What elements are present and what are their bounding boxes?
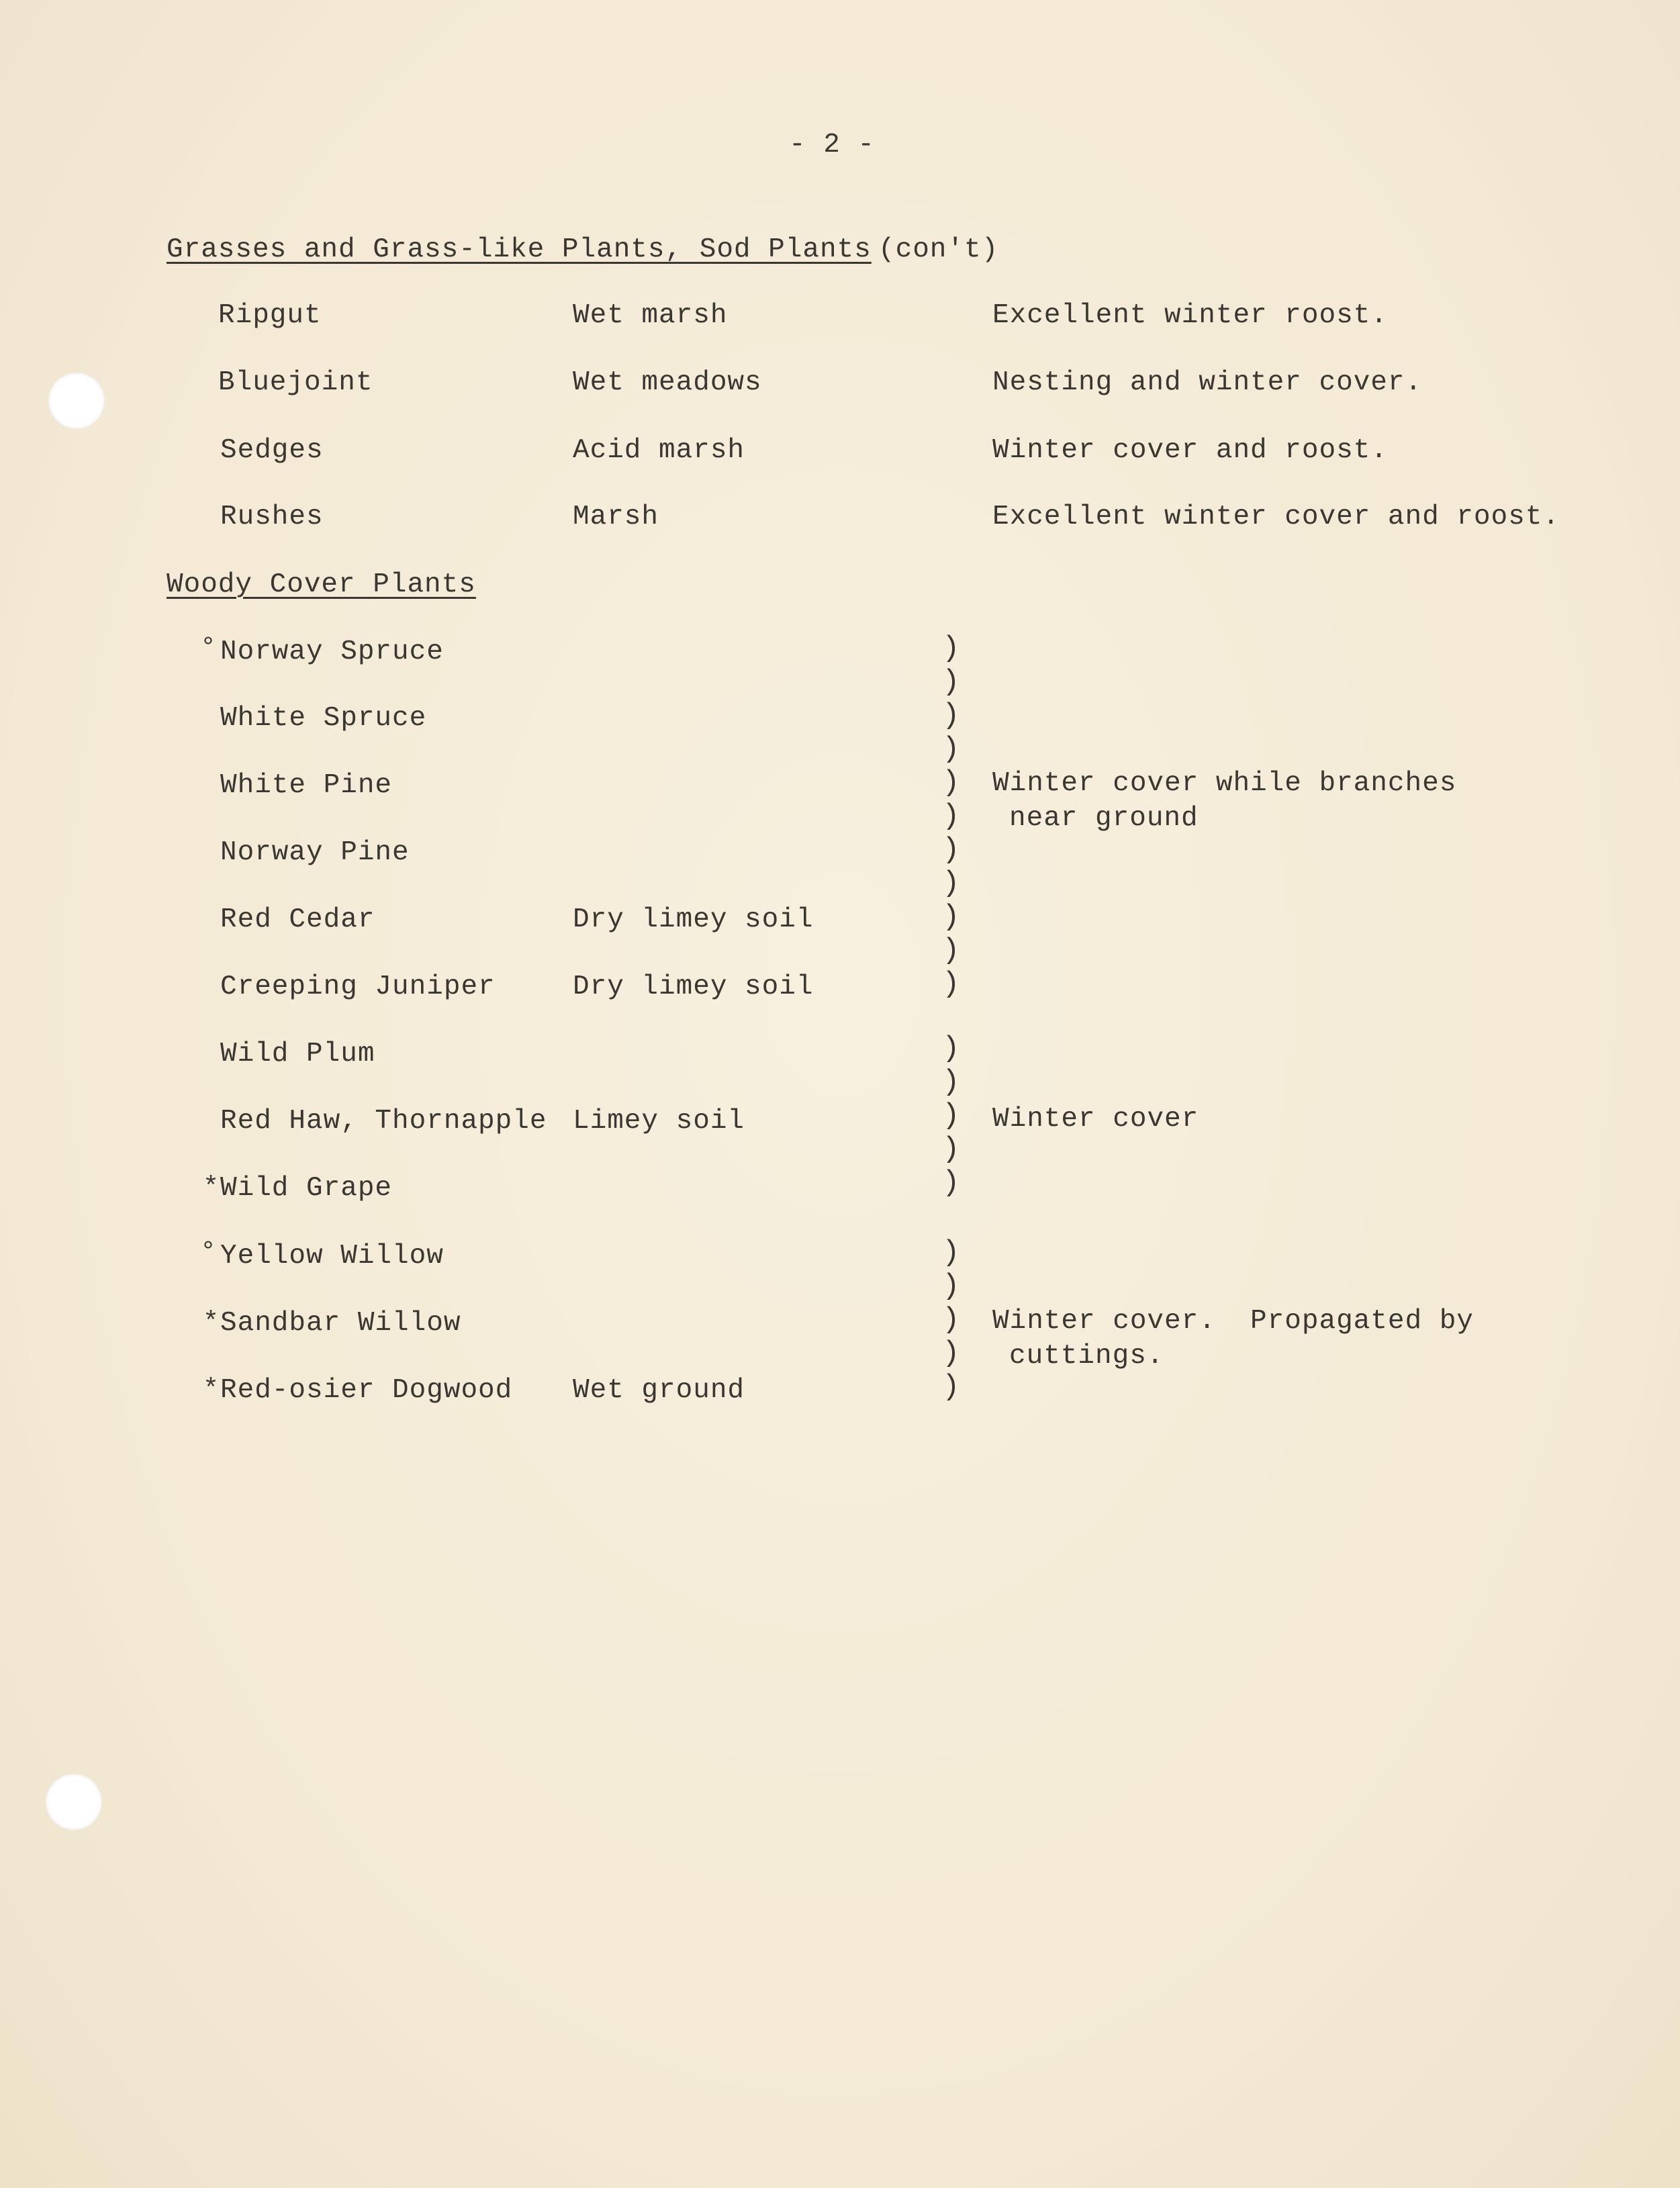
- plant-name: Red-osier Dogwood: [220, 1375, 513, 1406]
- cover-use: Nesting and winter cover.: [992, 367, 1423, 398]
- row-mark: *: [203, 1173, 220, 1203]
- binder-hole-bottom: [46, 1774, 102, 1830]
- row-mark: °: [200, 1237, 217, 1268]
- bracket: ): [942, 934, 960, 967]
- bracket: ): [942, 1370, 960, 1404]
- page-number: - 2 -: [789, 130, 876, 160]
- plant-name: Sedges: [220, 435, 324, 466]
- plant-name: White Spruce: [220, 703, 427, 734]
- group-use-line1: Winter cover: [992, 1104, 1199, 1135]
- bracket: ): [942, 900, 960, 934]
- plant-name: Norway Spruce: [220, 636, 444, 667]
- section-heading-woody: Woody Cover Plants: [167, 569, 476, 600]
- plant-name: Red Haw, Thornapple: [220, 1106, 547, 1137]
- site-condition: Acid marsh: [573, 435, 745, 466]
- site-condition: Marsh: [573, 502, 659, 532]
- bracket: ): [942, 967, 960, 1001]
- bracket: ): [942, 833, 960, 867]
- plant-name: Red Cedar: [220, 904, 375, 935]
- plant-name: Bluejoint: [218, 367, 373, 398]
- group-use-line2: cuttings.: [1009, 1341, 1164, 1372]
- site-condition: Wet meadows: [573, 367, 762, 398]
- plant-name: Yellow Willow: [220, 1241, 444, 1272]
- plant-name: Norway Pine: [220, 837, 410, 868]
- bracket: ): [942, 867, 960, 900]
- bracket: ): [942, 766, 960, 800]
- cover-use: Winter cover and roost.: [992, 435, 1388, 466]
- bracket: ): [942, 1270, 960, 1303]
- plant-name: Sandbar Willow: [220, 1308, 461, 1339]
- row-mark: *: [203, 1308, 220, 1338]
- group-use-line1: Winter cover. Propagated by: [992, 1306, 1474, 1337]
- section-heading-suffix: (con't): [878, 234, 999, 265]
- plant-name: Creeping Juniper: [220, 971, 496, 1002]
- site-condition: Dry limey soil: [573, 904, 814, 935]
- bracket: ): [942, 1065, 960, 1099]
- bracket: ): [942, 665, 960, 699]
- site-condition: Wet ground: [573, 1375, 745, 1406]
- bracket: ): [942, 1099, 960, 1133]
- bracket: ): [942, 1337, 960, 1370]
- bracket: ): [942, 1133, 960, 1166]
- plant-name: Wild Plum: [220, 1039, 375, 1069]
- cover-use: Excellent winter cover and roost.: [992, 502, 1560, 532]
- plant-name: Rushes: [220, 502, 324, 532]
- section-heading-grasses: Grasses and Grass-like Plants, Sod Plants: [167, 234, 872, 265]
- bracket: ): [942, 732, 960, 766]
- row-mark: °: [200, 633, 217, 663]
- bracket: ): [942, 800, 960, 833]
- bracket: ): [942, 1166, 960, 1200]
- site-condition: Limey soil: [573, 1106, 745, 1137]
- binder-hole-top: [48, 373, 105, 429]
- plant-name: White Pine: [220, 770, 393, 801]
- bracket: ): [942, 1303, 960, 1337]
- group-use-line2: near ground: [1009, 803, 1199, 834]
- plant-name: Wild Grape: [220, 1173, 393, 1204]
- group-use-line1: Winter cover while branches: [992, 768, 1457, 799]
- bracket: ): [942, 1236, 960, 1270]
- row-mark: *: [203, 1375, 220, 1405]
- cover-use: Excellent winter roost.: [992, 300, 1388, 331]
- site-condition: Dry limey soil: [573, 971, 814, 1002]
- site-condition: Wet marsh: [573, 300, 728, 331]
- bracket: ): [942, 1032, 960, 1065]
- plant-name: Ripgut: [218, 300, 322, 331]
- bracket: ): [942, 632, 960, 665]
- bracket: ): [942, 699, 960, 732]
